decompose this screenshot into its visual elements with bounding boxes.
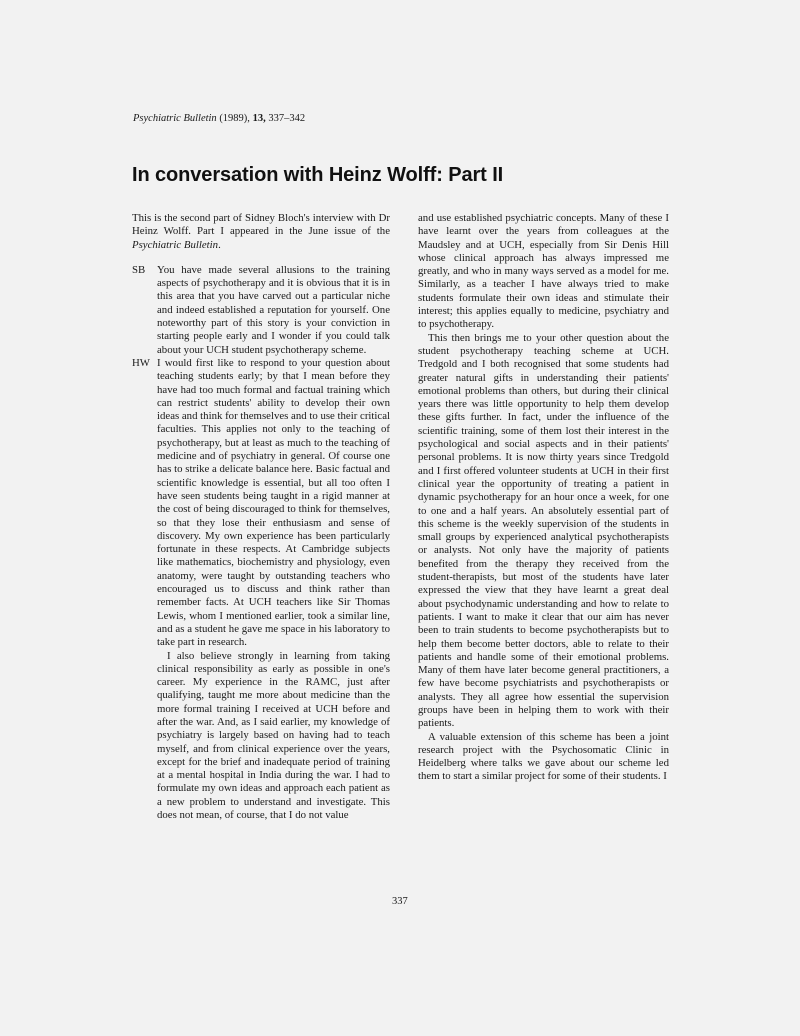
answer-paragraph: A valuable extension of this scheme has been a joint research project with the Psychosomatic Clinic in Heidelberg where talks we gave about our scheme led them to start a similar project for some of their students. I [418,730,669,783]
intro-paragraph [132,212,390,252]
intro-journal-name: Psychiatric Bulletin [132,238,219,251]
journal-volume: 13, [252,113,266,124]
intro-end: . [218,238,221,251]
journal-year: (1989), [219,113,250,124]
article-title: In conversation with Heinz Wolff: Part II [132,164,504,186]
speaker-label: HW [132,356,150,369]
question-block [132,264,390,357]
journal-reference [133,113,305,124]
question-text: You have made several allusions to the training aspects of psychotherapy and it is obvious that it is in this area that you have carved out a particular niche and indeed established a reputation for yourself. One noteworthy part of this story is your conviction in starting people early and I wonder if you could talk about your UCH student psychotherapy scheme. [157,263,390,356]
journal-name: Psychiatric Bulletin [133,113,217,124]
left-column [132,212,390,822]
page-number: 337 [392,896,408,907]
journal-pages: 337–342 [268,113,306,124]
answer-paragraph: I also believe strongly in learning from taking clinical responsibility as early as possible in one's career. My experience in the RAMC, just after qualifying, taught me more about medicine than the more formal training I received at UCH before and after the war. And, as I said earlier, my knowledge of psychiatry is largely based on having had to teach myself, and from clinical experience over the years, except for the brief and inadequate period of training at a mental hospital in India during the war. I had to formulate my own ideas and approach each patient as a new problem to understand and investigate. This does not mean, of course, that I do not value [157,649,390,822]
answer-paragraph: and use established psychiatric concepts. Many of these I have learnt over the years from colleagues at the Maudsley and at UCH, especially from Sir Denis Hill whose clinical approach has always impressed me greatly, and who in many ways served as a model for me. Similarly, as a teacher I have always tried to make students formulate their own ideas and stimulate their interest; this applies equally to medicine, psychiatry and to psychotherapy. [418,212,669,331]
answer-paragraph: I would first like to respond to your question about teaching students early; by that I mean before they have had too much formal and factual training which can restrict students' ability to develop their own ideas and think for themselves and to use their critical faculties. This applies not only to the teaching of psychotherapy, but at least as much to the teaching of medicine and of psychiatry in general. Of course one has to strike a delicate balance here. Basic factual and scientific knowledge is essential, but all too often I have seen students being taught in a rigid manner at the cost of being discouraged to think for themselves, so that they lose their enthusiasm and sense of discovery. My own experience has been particularly fortunate in these respects. At Cambridge subjects like mathematics, biochemistry and physiology, even anatomy, were taught by outstanding teachers who encouraged us to discuss and think rather than remember facts. At UCH teachers like Sir Thomas Lewis, whom I mentioned earlier, took a similar line, and as a student he gave me space in his laboratory to take part in research. [157,356,390,649]
right-column [418,212,669,784]
answer-paragraph: This then brings me to your other question about the student psychotherapy teaching scheme at UCH. Tredgold and I both recognised that some students had greater natural gifts in understanding their patients' emotional problems than others, but during their clinical years there was little opportunity to help them develop these gifts further. In fact, under the influence of the scientific training, some of them lost their interest in the psychological and social aspects and in their patients' personal problems. It is now thirty years since Tredgold and I first offered volunteer students at UCH in their first clinical year the opportunity of treating a patient in dynamic psychotherapy for an hour once a week, for one to one and a half years. An absolutely essential part of this scheme is the weekly supervision of the students in small groups by experienced analytical psychotherapists or analysts. Not only have the majority of patients benefited from the therapy they received from the student-therapists, but most of the students have later expressed the view that they have learnt a great deal about psychodynamic understanding and how to relate to patients. I want to make it clear that our aim has never been to train students to become psychotherapists but to help them become better doctors, able to relate to their patients and handle some of their emotional problems. Many of them have later become general practitioners, a few have become psychiatrists and psychotherapists or analysts. They all agree how essential the supervision groups have been in helping them to work with their patients. [418,331,669,730]
speaker-label: SB [132,263,146,276]
intro-text: This is the second part of Sidney Bloch's interview with Dr Heinz Wolff. Part I appeared in the June issue of the [132,212,390,238]
answer-block [132,357,390,822]
